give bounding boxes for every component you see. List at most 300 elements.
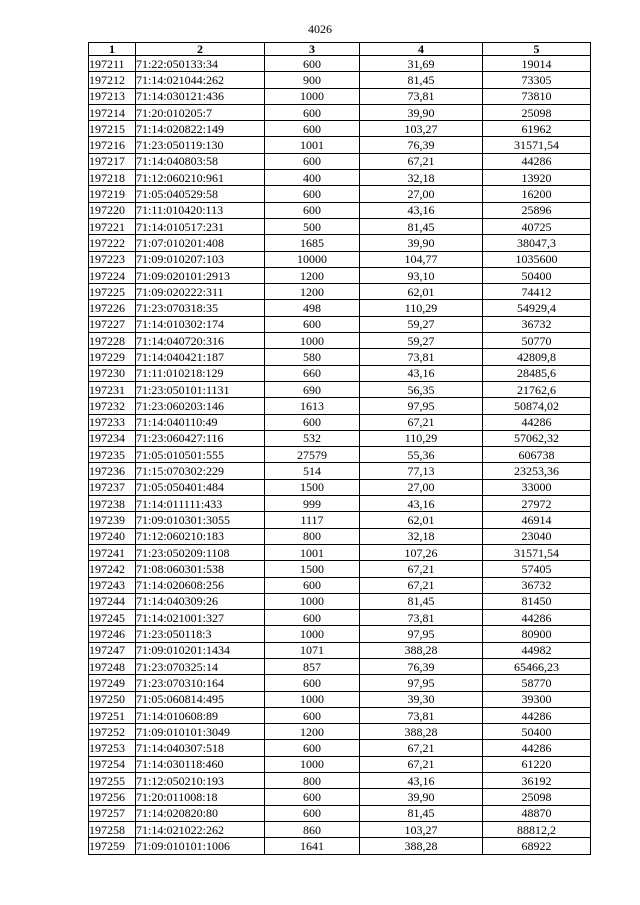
value-cell: 31571,54 [483, 137, 591, 153]
value-cell: 42809,8 [483, 349, 591, 365]
row-id-cell: 197224 [89, 267, 136, 283]
row-id-cell: 197219 [89, 186, 136, 202]
area-cell: 600 [265, 805, 360, 821]
row-id-cell: 197251 [89, 707, 136, 723]
row-id-cell: 197258 [89, 821, 136, 837]
value-cell: 44982 [483, 642, 591, 658]
table-row [89, 658, 591, 674]
rate-cell: 73,81 [360, 610, 483, 626]
table-row [89, 251, 591, 267]
row-id-cell: 197225 [89, 284, 136, 300]
value-cell: 50770 [483, 333, 591, 349]
value-cell: 16200 [483, 186, 591, 202]
rate-cell: 93,10 [360, 267, 483, 283]
row-id-cell: 197242 [89, 561, 136, 577]
row-id-cell: 197215 [89, 121, 136, 137]
row-id-cell: 197259 [89, 838, 136, 854]
rate-cell: 39,90 [360, 104, 483, 120]
area-cell: 600 [265, 707, 360, 723]
cadastral-number-cell: 71:09:010201:1434 [136, 642, 265, 658]
rate-cell: 67,21 [360, 577, 483, 593]
area-cell: 600 [265, 740, 360, 756]
rate-cell: 73,81 [360, 349, 483, 365]
table-row [89, 398, 591, 414]
rate-cell: 81,45 [360, 593, 483, 609]
cadastral-number-cell: 71:14:040803:58 [136, 153, 265, 169]
cadastral-number-cell: 71:09:010101:1006 [136, 838, 265, 854]
value-cell: 46914 [483, 512, 591, 528]
rate-cell: 67,21 [360, 740, 483, 756]
value-cell: 61962 [483, 121, 591, 137]
row-id-cell: 197220 [89, 202, 136, 218]
value-cell: 25098 [483, 104, 591, 120]
value-cell: 54929,4 [483, 300, 591, 316]
value-cell: 13920 [483, 170, 591, 186]
table-row [89, 773, 591, 789]
area-cell: 860 [265, 821, 360, 837]
table-row [89, 740, 591, 756]
rate-cell: 73,81 [360, 88, 483, 104]
row-id-cell: 197235 [89, 447, 136, 463]
table-row [89, 610, 591, 626]
rate-cell: 39,90 [360, 789, 483, 805]
area-cell: 1200 [265, 284, 360, 300]
cadastral-number-cell: 71:14:040307:518 [136, 740, 265, 756]
rate-cell: 97,95 [360, 398, 483, 414]
rate-cell: 55,36 [360, 447, 483, 463]
row-id-cell: 197230 [89, 365, 136, 381]
cadastral-number-cell: 71:11:010218:129 [136, 365, 265, 381]
rate-cell: 388,28 [360, 838, 483, 854]
area-cell: 600 [265, 186, 360, 202]
rate-cell: 43,16 [360, 202, 483, 218]
area-cell: 1500 [265, 479, 360, 495]
table-row [89, 528, 591, 544]
value-cell: 57062,32 [483, 430, 591, 446]
cadastral-number-cell: 71:14:021044:262 [136, 72, 265, 88]
row-id-cell: 197247 [89, 642, 136, 658]
row-id-cell: 197231 [89, 381, 136, 397]
area-cell: 600 [265, 202, 360, 218]
row-id-cell: 197248 [89, 658, 136, 674]
column-header: 5 [483, 43, 591, 56]
rate-cell: 56,35 [360, 381, 483, 397]
rate-cell: 43,16 [360, 496, 483, 512]
area-cell: 1200 [265, 724, 360, 740]
value-cell: 38047,3 [483, 235, 591, 251]
rate-cell: 27,00 [360, 186, 483, 202]
cadastral-number-cell: 71:09:020101:2913 [136, 267, 265, 283]
table-row [89, 756, 591, 772]
table-row [89, 463, 591, 479]
table-row [89, 121, 591, 137]
table-row [89, 137, 591, 153]
rate-cell: 43,16 [360, 773, 483, 789]
area-cell: 999 [265, 496, 360, 512]
table-row [89, 88, 591, 104]
value-cell: 74412 [483, 284, 591, 300]
area-cell: 1000 [265, 88, 360, 104]
table-row [89, 707, 591, 723]
value-cell: 50874,02 [483, 398, 591, 414]
table-row [89, 512, 591, 528]
cadastral-number-cell: 71:23:070310:164 [136, 675, 265, 691]
value-cell: 50400 [483, 724, 591, 740]
row-id-cell: 197236 [89, 463, 136, 479]
cadastral-number-cell: 71:14:020822:149 [136, 121, 265, 137]
rate-cell: 67,21 [360, 756, 483, 772]
row-id-cell: 197250 [89, 691, 136, 707]
table-header-row [89, 43, 591, 56]
value-cell: 27972 [483, 496, 591, 512]
column-header: 2 [136, 43, 265, 56]
area-cell: 580 [265, 349, 360, 365]
cadastral-number-cell: 71:05:010501:555 [136, 447, 265, 463]
row-id-cell: 197241 [89, 544, 136, 560]
table-row [89, 170, 591, 186]
cadastral-number-cell: 71:14:030121:436 [136, 88, 265, 104]
row-id-cell: 197211 [89, 56, 136, 72]
value-cell: 48870 [483, 805, 591, 821]
row-id-cell: 197217 [89, 153, 136, 169]
area-cell: 1200 [265, 267, 360, 283]
cadastral-number-cell: 71:05:040529:58 [136, 186, 265, 202]
value-cell: 68922 [483, 838, 591, 854]
rate-cell: 103,27 [360, 121, 483, 137]
row-id-cell: 197229 [89, 349, 136, 365]
rate-cell: 97,95 [360, 675, 483, 691]
value-cell: 57405 [483, 561, 591, 577]
value-cell: 73305 [483, 72, 591, 88]
rate-cell: 67,21 [360, 414, 483, 430]
table-row [89, 561, 591, 577]
cadastral-number-cell: 71:23:050209:1108 [136, 544, 265, 560]
value-cell: 31571,54 [483, 544, 591, 560]
area-cell: 600 [265, 414, 360, 430]
row-id-cell: 197252 [89, 724, 136, 740]
area-cell: 514 [265, 463, 360, 479]
area-cell: 800 [265, 528, 360, 544]
row-id-cell: 197221 [89, 218, 136, 234]
cadastral-number-cell: 71:14:040309:26 [136, 593, 265, 609]
table-row [89, 300, 591, 316]
area-cell: 800 [265, 773, 360, 789]
rate-cell: 73,81 [360, 707, 483, 723]
cadastral-number-cell: 71:22:050133:34 [136, 56, 265, 72]
value-cell: 23040 [483, 528, 591, 544]
row-id-cell: 197222 [89, 235, 136, 251]
area-cell: 857 [265, 658, 360, 674]
area-cell: 1001 [265, 137, 360, 153]
value-cell: 44286 [483, 610, 591, 626]
cadastral-number-cell: 71:12:060210:961 [136, 170, 265, 186]
row-id-cell: 197256 [89, 789, 136, 805]
cadastral-number-cell: 71:14:040720:316 [136, 333, 265, 349]
cadastral-number-cell: 71:09:020222:311 [136, 284, 265, 300]
table-row [89, 805, 591, 821]
rate-cell: 97,95 [360, 626, 483, 642]
rate-cell: 103,27 [360, 821, 483, 837]
table-row [89, 789, 591, 805]
area-cell: 1613 [265, 398, 360, 414]
area-cell: 1685 [265, 235, 360, 251]
row-id-cell: 197214 [89, 104, 136, 120]
area-cell: 600 [265, 56, 360, 72]
value-cell: 50400 [483, 267, 591, 283]
rate-cell: 81,45 [360, 218, 483, 234]
value-cell: 33000 [483, 479, 591, 495]
cadastral-number-cell: 71:23:060203:146 [136, 398, 265, 414]
area-cell: 600 [265, 316, 360, 332]
value-cell: 44286 [483, 707, 591, 723]
row-id-cell: 197240 [89, 528, 136, 544]
area-cell: 660 [265, 365, 360, 381]
rate-cell: 110,29 [360, 300, 483, 316]
table-body [89, 56, 591, 855]
row-id-cell: 197216 [89, 137, 136, 153]
rate-cell: 67,21 [360, 153, 483, 169]
value-cell: 25896 [483, 202, 591, 218]
value-cell: 44286 [483, 414, 591, 430]
area-cell: 10000 [265, 251, 360, 267]
table-row [89, 479, 591, 495]
cadastral-number-cell: 71:20:011008:18 [136, 789, 265, 805]
table-row [89, 577, 591, 593]
rate-cell: 39,30 [360, 691, 483, 707]
cadastral-number-cell: 71:14:011111:433 [136, 496, 265, 512]
table-row [89, 72, 591, 88]
row-id-cell: 197243 [89, 577, 136, 593]
cadastral-number-cell: 71:14:030118:460 [136, 756, 265, 772]
row-id-cell: 197244 [89, 593, 136, 609]
cadastral-number-cell: 71:14:010608:89 [136, 707, 265, 723]
cadastral-number-cell: 71:09:010301:3055 [136, 512, 265, 528]
table-row [89, 218, 591, 234]
value-cell: 65466,23 [483, 658, 591, 674]
value-cell: 80900 [483, 626, 591, 642]
value-cell: 36732 [483, 577, 591, 593]
page-number: 4026 [308, 22, 332, 36]
area-cell: 532 [265, 430, 360, 446]
rate-cell: 81,45 [360, 805, 483, 821]
table-row [89, 544, 591, 560]
table-row [89, 675, 591, 691]
value-cell: 39300 [483, 691, 591, 707]
row-id-cell: 197226 [89, 300, 136, 316]
table-row [89, 821, 591, 837]
area-cell: 1000 [265, 691, 360, 707]
data-table [88, 42, 591, 855]
cadastral-number-cell: 71:23:050118:3 [136, 626, 265, 642]
area-cell: 600 [265, 153, 360, 169]
value-cell: 28485,6 [483, 365, 591, 381]
cadastral-number-cell: 71:23:070325:14 [136, 658, 265, 674]
cadastral-number-cell: 71:14:010517:231 [136, 218, 265, 234]
table-row [89, 365, 591, 381]
row-id-cell: 197239 [89, 512, 136, 528]
value-cell: 40725 [483, 218, 591, 234]
rate-cell: 104,77 [360, 251, 483, 267]
table-row [89, 56, 591, 72]
rate-cell: 62,01 [360, 284, 483, 300]
rate-cell: 43,16 [360, 365, 483, 381]
area-cell: 400 [265, 170, 360, 186]
table-row [89, 724, 591, 740]
value-cell: 25098 [483, 789, 591, 805]
value-cell: 44286 [483, 153, 591, 169]
table-row [89, 235, 591, 251]
value-cell: 36732 [483, 316, 591, 332]
cadastral-number-cell: 71:09:010101:3049 [136, 724, 265, 740]
value-cell: 606738 [483, 447, 591, 463]
value-cell: 81450 [483, 593, 591, 609]
area-cell: 900 [265, 72, 360, 88]
area-cell: 600 [265, 675, 360, 691]
table-row [89, 104, 591, 120]
table-row [89, 642, 591, 658]
cadastral-number-cell: 71:05:060814:495 [136, 691, 265, 707]
row-id-cell: 197218 [89, 170, 136, 186]
rate-cell: 62,01 [360, 512, 483, 528]
table-row [89, 414, 591, 430]
row-id-cell: 197227 [89, 316, 136, 332]
rate-cell: 76,39 [360, 137, 483, 153]
area-cell: 1071 [265, 642, 360, 658]
value-cell: 88812,2 [483, 821, 591, 837]
column-header: 1 [89, 43, 136, 56]
value-cell: 19014 [483, 56, 591, 72]
area-cell: 600 [265, 577, 360, 593]
row-id-cell: 197254 [89, 756, 136, 772]
area-cell: 500 [265, 218, 360, 234]
row-id-cell: 197249 [89, 675, 136, 691]
area-cell: 1117 [265, 512, 360, 528]
rate-cell: 388,28 [360, 724, 483, 740]
table-row [89, 381, 591, 397]
rate-cell: 32,18 [360, 170, 483, 186]
cadastral-number-cell: 71:23:060427:116 [136, 430, 265, 446]
cadastral-number-cell: 71:11:010420:113 [136, 202, 265, 218]
area-cell: 27579 [265, 447, 360, 463]
value-cell: 1035600 [483, 251, 591, 267]
table-row [89, 496, 591, 512]
cadastral-number-cell: 71:08:060301:538 [136, 561, 265, 577]
row-id-cell: 197255 [89, 773, 136, 789]
cadastral-number-cell: 71:23:050101:1131 [136, 381, 265, 397]
cadastral-number-cell: 71:14:021001:327 [136, 610, 265, 626]
table-row [89, 267, 591, 283]
row-id-cell: 197233 [89, 414, 136, 430]
table-row [89, 430, 591, 446]
rate-cell: 67,21 [360, 561, 483, 577]
cadastral-number-cell: 71:14:020608:256 [136, 577, 265, 593]
area-cell: 1000 [265, 756, 360, 772]
area-cell: 600 [265, 121, 360, 137]
rate-cell: 31,69 [360, 56, 483, 72]
row-id-cell: 197234 [89, 430, 136, 446]
table-row [89, 153, 591, 169]
area-cell: 1641 [265, 838, 360, 854]
area-cell: 690 [265, 381, 360, 397]
value-cell: 44286 [483, 740, 591, 756]
rate-cell: 59,27 [360, 316, 483, 332]
table-row [89, 447, 591, 463]
cadastral-number-cell: 71:14:040421:187 [136, 349, 265, 365]
cadastral-number-cell: 71:23:050119:130 [136, 137, 265, 153]
row-id-cell: 197212 [89, 72, 136, 88]
column-header: 4 [360, 43, 483, 56]
column-header: 3 [265, 43, 360, 56]
area-cell: 600 [265, 610, 360, 626]
row-id-cell: 197245 [89, 610, 136, 626]
rate-cell: 81,45 [360, 72, 483, 88]
table-row [89, 626, 591, 642]
table-row [89, 691, 591, 707]
cadastral-number-cell: 71:23:070318:35 [136, 300, 265, 316]
row-id-cell: 197232 [89, 398, 136, 414]
cadastral-number-cell: 71:14:020820:80 [136, 805, 265, 821]
area-cell: 1500 [265, 561, 360, 577]
table-row [89, 333, 591, 349]
rate-cell: 76,39 [360, 658, 483, 674]
row-id-cell: 197237 [89, 479, 136, 495]
table-row [89, 316, 591, 332]
row-id-cell: 197253 [89, 740, 136, 756]
value-cell: 36192 [483, 773, 591, 789]
cadastral-number-cell: 71:07:010201:408 [136, 235, 265, 251]
row-id-cell: 197213 [89, 88, 136, 104]
row-id-cell: 197223 [89, 251, 136, 267]
table-row [89, 593, 591, 609]
rate-cell: 388,28 [360, 642, 483, 658]
area-cell: 600 [265, 789, 360, 805]
row-id-cell: 197238 [89, 496, 136, 512]
table-row [89, 284, 591, 300]
rate-cell: 39,90 [360, 235, 483, 251]
row-id-cell: 197246 [89, 626, 136, 642]
area-cell: 1000 [265, 333, 360, 349]
cadastral-number-cell: 71:09:010207:103 [136, 251, 265, 267]
value-cell: 23253,36 [483, 463, 591, 479]
rate-cell: 27,00 [360, 479, 483, 495]
cadastral-number-cell: 71:15:070302:229 [136, 463, 265, 479]
row-id-cell: 197228 [89, 333, 136, 349]
area-cell: 1001 [265, 544, 360, 560]
table-row [89, 349, 591, 365]
table-row [89, 202, 591, 218]
rate-cell: 110,29 [360, 430, 483, 446]
value-cell: 58770 [483, 675, 591, 691]
rate-cell: 59,27 [360, 333, 483, 349]
cadastral-number-cell: 71:14:040110:49 [136, 414, 265, 430]
area-cell: 1000 [265, 593, 360, 609]
area-cell: 600 [265, 104, 360, 120]
cadastral-number-cell: 71:14:021022:262 [136, 821, 265, 837]
cadastral-number-cell: 71:12:060210:183 [136, 528, 265, 544]
cadastral-number-cell: 71:12:050210:193 [136, 773, 265, 789]
area-cell: 498 [265, 300, 360, 316]
cadastral-number-cell: 71:05:050401:484 [136, 479, 265, 495]
value-cell: 21762,6 [483, 381, 591, 397]
value-cell: 61220 [483, 756, 591, 772]
value-cell: 73810 [483, 88, 591, 104]
cadastral-number-cell: 71:20:010205:7 [136, 104, 265, 120]
rate-cell: 77,13 [360, 463, 483, 479]
rate-cell: 107,26 [360, 544, 483, 560]
row-id-cell: 197257 [89, 805, 136, 821]
cadastral-number-cell: 71:14:010302:174 [136, 316, 265, 332]
table-row [89, 186, 591, 202]
